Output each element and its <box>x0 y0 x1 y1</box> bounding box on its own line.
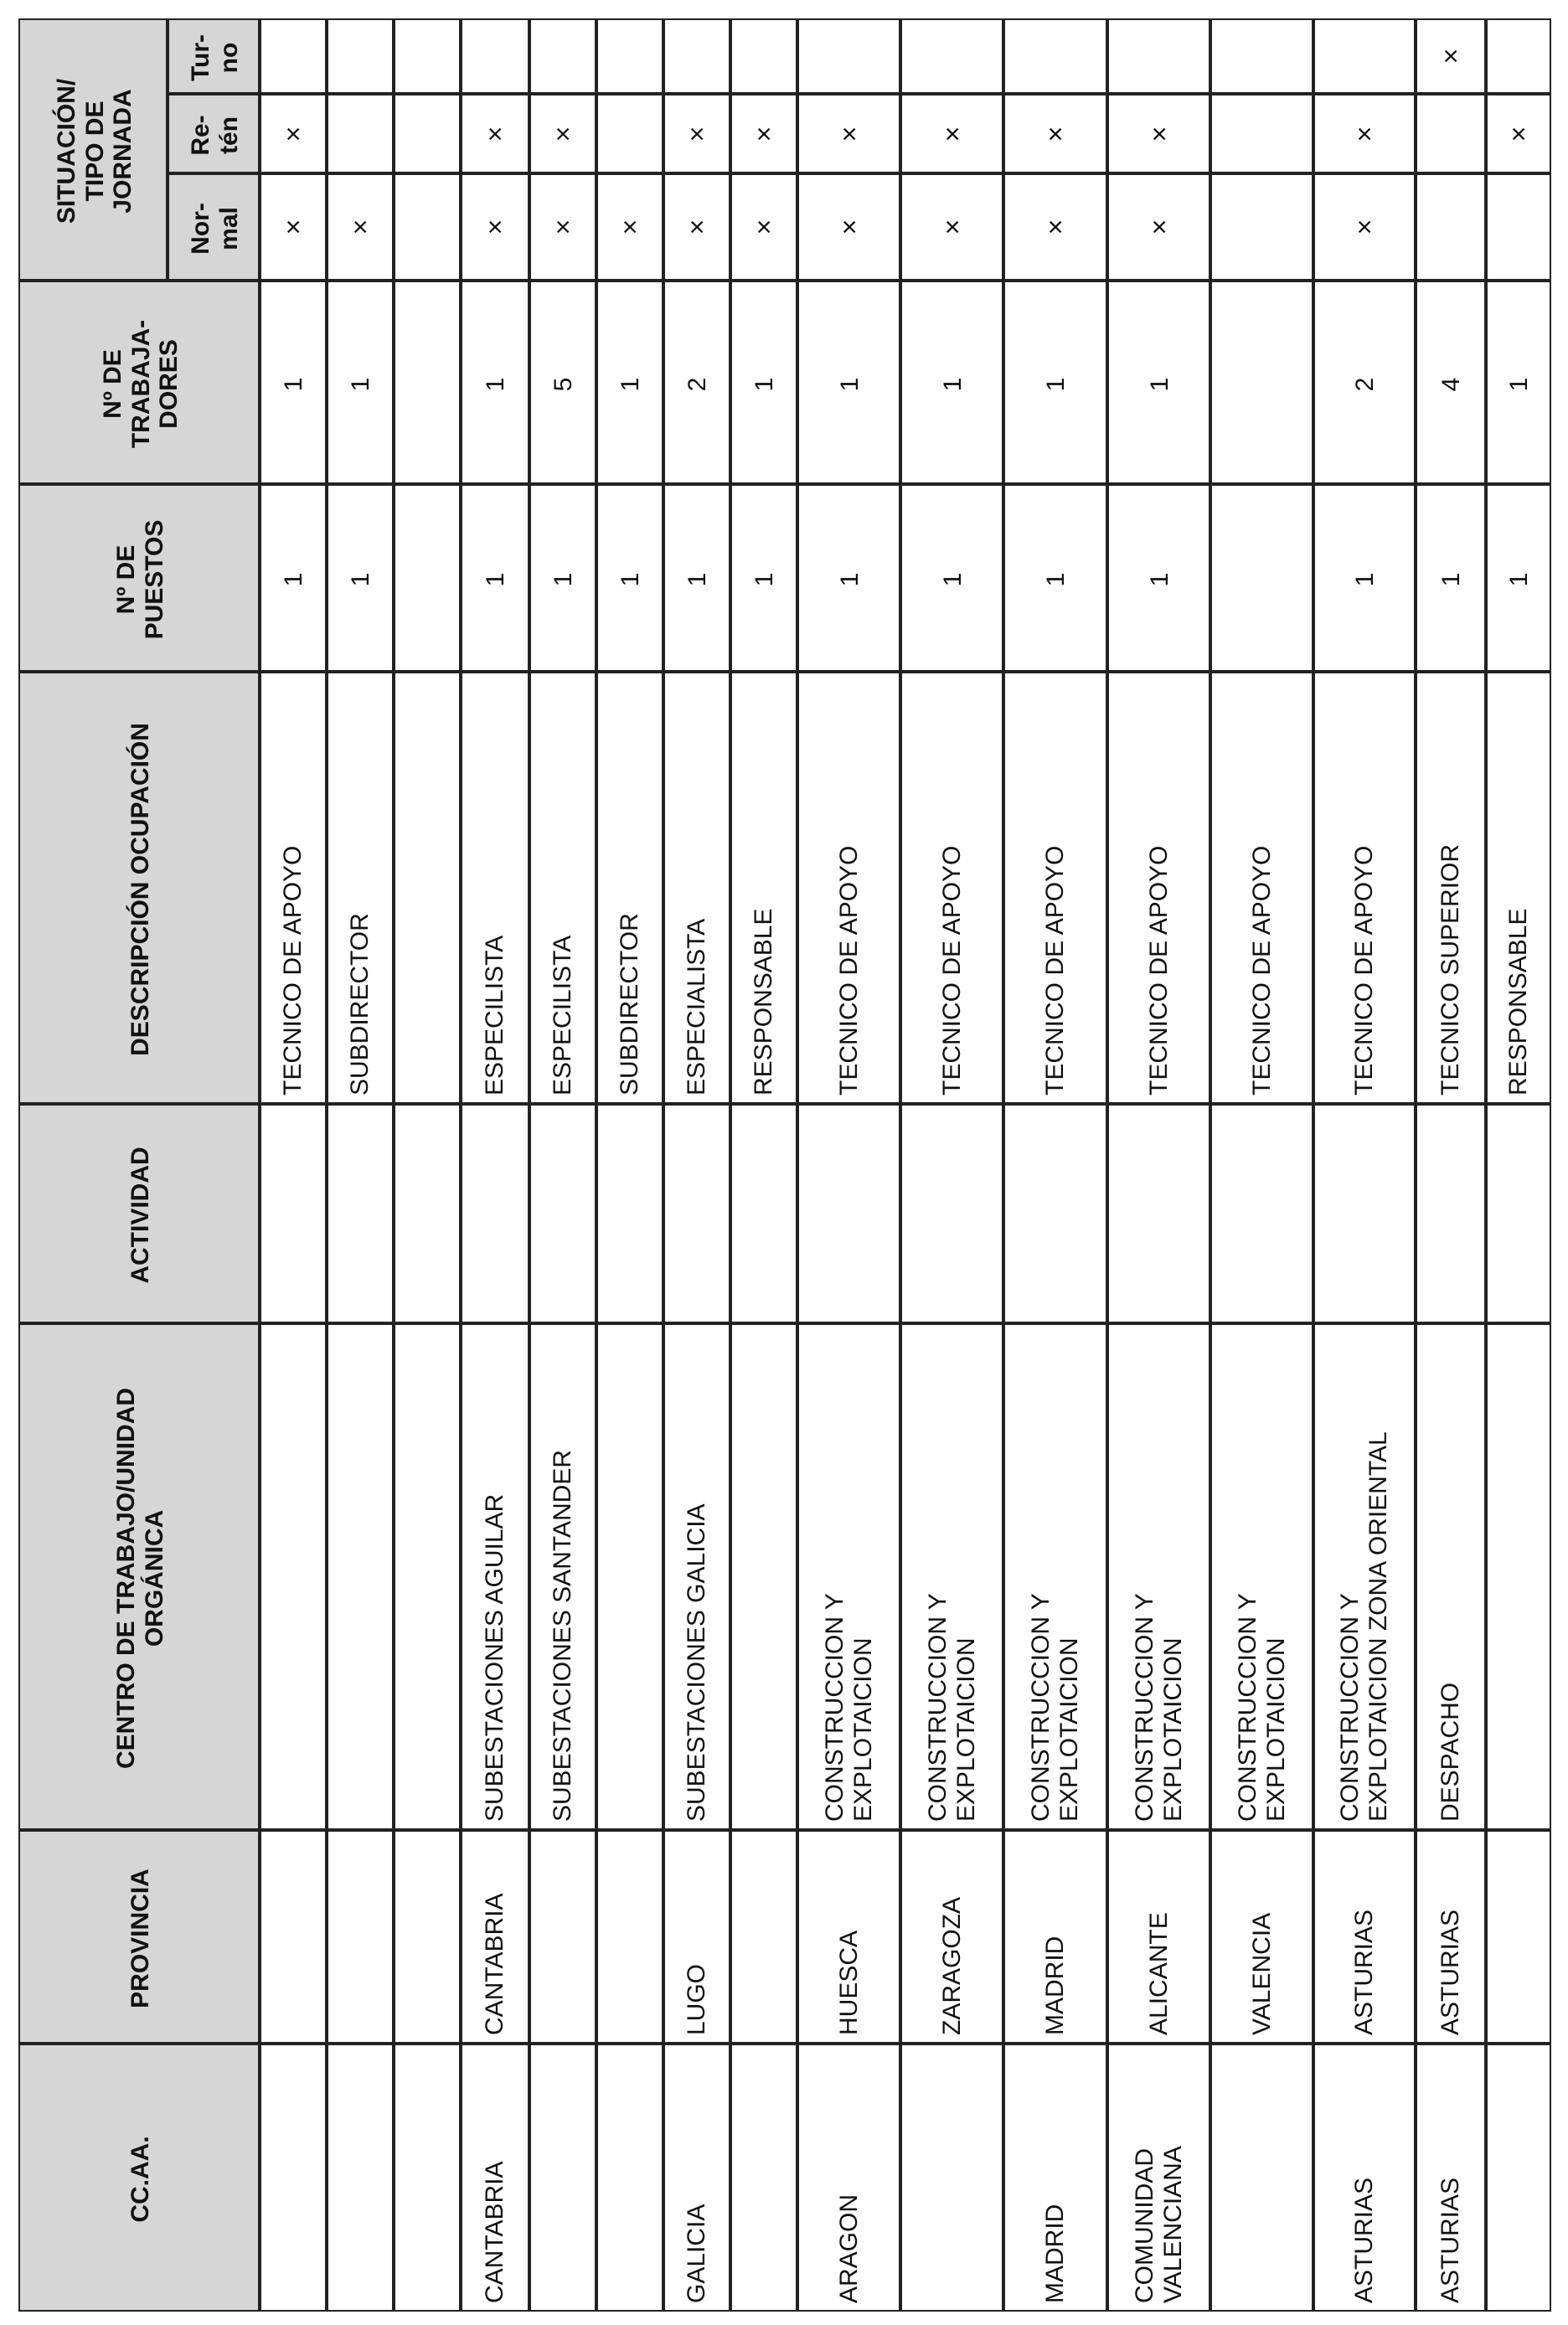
cell-actividad <box>529 1104 596 1323</box>
cell-text: TECNICO DE APOYO <box>279 845 307 1095</box>
cell-centro <box>1416 1323 1486 1830</box>
cell-descripcion <box>797 672 900 1104</box>
cell-text: TECNICO DE APOYO <box>937 845 966 1095</box>
cell-provincia <box>394 1830 461 2044</box>
cell-text: Nº DE PUESTOS <box>112 519 168 640</box>
cell-centro <box>394 1323 461 1830</box>
cell-actividad <box>663 1104 730 1323</box>
cell-text: DESCRIPCIÓN OCUPACIÓN <box>126 723 155 1056</box>
cell-ccaa <box>730 2044 797 2312</box>
x-mark: × <box>615 219 645 235</box>
cell-centro <box>1486 1323 1551 1830</box>
cell-text: LUGO <box>683 1963 711 2035</box>
cell-normal <box>730 173 797 281</box>
cell-turno <box>730 18 797 94</box>
cell-text: ACTIVIDAD <box>126 1147 155 1284</box>
cell-reten <box>900 94 1003 173</box>
cell-puestos <box>1210 484 1313 672</box>
cell-ccaa <box>1210 2044 1313 2312</box>
cell-text: TECNICO DE APOYO <box>1350 845 1379 1095</box>
cell-text: MADRID <box>1041 1936 1070 2035</box>
cell-normal <box>900 173 1003 281</box>
cell-reten <box>394 94 461 173</box>
cell-ccaa <box>596 2044 663 2312</box>
cell-puestos <box>327 484 394 672</box>
cell-number: 1 <box>280 377 307 391</box>
cell-descripcion <box>596 672 663 1104</box>
cell-text: ASTURIAS <box>1436 2177 1465 2303</box>
header-reten <box>168 94 260 173</box>
cell-turno <box>1416 18 1486 94</box>
cell-turno <box>596 18 663 94</box>
x-mark: × <box>1349 126 1380 142</box>
cell-text: CONSTRUCCION Y EXPLOTAICION ZONA ORIENTAL <box>1336 1431 1392 1822</box>
cell-number: 1 <box>280 572 307 587</box>
x-mark: × <box>1349 219 1380 235</box>
x-mark: × <box>1040 219 1070 235</box>
cell-turno <box>529 18 596 94</box>
cell-ccaa <box>529 2044 596 2312</box>
cell-centro <box>327 1323 394 1830</box>
cell-text: CONSTRUCCION Y EXPLOTAICION <box>1027 1593 1083 1822</box>
cell-puestos <box>900 484 1003 672</box>
cell-trabajadores <box>461 281 529 484</box>
cell-normal <box>1003 173 1107 281</box>
cell-text: CONSTRUCCION Y EXPLOTAICION <box>1130 1593 1187 1822</box>
cell-text: CENTRO DE TRABAJO/UNIDAD ORGÁNICA <box>112 1388 168 1770</box>
cell-turno <box>461 18 529 94</box>
header-centro <box>18 1323 260 1830</box>
cell-puestos <box>1486 484 1551 672</box>
cell-ccaa <box>900 2044 1003 2312</box>
x-mark: × <box>1143 219 1174 235</box>
x-mark: × <box>548 219 578 235</box>
cell-puestos <box>1107 484 1210 672</box>
cell-descripcion <box>1416 672 1486 1104</box>
cell-trabajadores <box>1486 281 1551 484</box>
cell-reten <box>1416 94 1486 173</box>
x-mark: × <box>480 126 510 142</box>
cell-reten <box>663 94 730 173</box>
cell-text: SITUACIÓN/ TIPO DE JORNADA <box>52 78 137 224</box>
header-actividad <box>18 1104 260 1323</box>
cell-number: 1 <box>1505 572 1533 587</box>
cell-number: 2 <box>1351 377 1379 391</box>
cell-number: 1 <box>347 572 374 587</box>
cell-actividad <box>730 1104 797 1323</box>
x-mark: × <box>936 219 967 235</box>
cell-provincia <box>730 1830 797 2044</box>
cell-turno <box>1210 18 1313 94</box>
cell-text: ZARAGOZA <box>937 1896 966 2035</box>
cell-trabajadores <box>260 281 327 484</box>
cell-normal <box>596 173 663 281</box>
cell-number: 1 <box>1145 377 1173 391</box>
cell-text: TECNICO SUPERIOR <box>1436 843 1465 1095</box>
header-normal <box>168 173 260 281</box>
cell-number: 4 <box>1437 377 1465 391</box>
cell-text: ASTURIAS <box>1350 2177 1379 2303</box>
cell-actividad <box>327 1104 394 1323</box>
cell-trabajadores <box>663 281 730 484</box>
cell-number: 1 <box>347 377 374 391</box>
cell-normal <box>797 173 900 281</box>
cell-actividad <box>1210 1104 1313 1323</box>
cell-trabajadores <box>797 281 900 484</box>
cell-text: CONSTRUCCION Y EXPLOTAICION <box>923 1593 980 1822</box>
cell-descripcion <box>327 672 394 1104</box>
cell-text: ESPECILISTA <box>481 935 509 1095</box>
cell-actividad <box>1003 1104 1107 1323</box>
cell-text: CONSTRUCCION Y EXPLOTAICION <box>1233 1593 1290 1822</box>
cell-reten <box>730 94 797 173</box>
cell-text: ASTURIAS <box>1436 1909 1465 2035</box>
cell-normal <box>1107 173 1210 281</box>
cell-normal <box>1486 173 1551 281</box>
cell-centro <box>596 1323 663 1830</box>
cell-trabajadores <box>596 281 663 484</box>
cell-normal <box>394 173 461 281</box>
x-mark: × <box>278 219 308 235</box>
cell-descripcion <box>730 672 797 1104</box>
header-ccaa <box>18 2044 260 2312</box>
cell-provincia <box>1416 1830 1486 2044</box>
header-turno <box>168 18 260 94</box>
cell-ccaa <box>327 2044 394 2312</box>
cell-text: Nor- mal <box>187 203 243 255</box>
cell-centro <box>260 1323 327 1830</box>
cell-text: Re- tén <box>187 115 243 156</box>
x-mark: × <box>480 219 510 235</box>
x-mark: × <box>682 219 712 235</box>
cell-centro <box>1107 1323 1210 1830</box>
cell-text: ARAGON <box>834 2194 863 2303</box>
cell-descripcion <box>260 672 327 1104</box>
cell-puestos <box>394 484 461 672</box>
cell-puestos <box>797 484 900 672</box>
cell-turno <box>797 18 900 94</box>
cell-puestos <box>1416 484 1486 672</box>
cell-puestos <box>461 484 529 672</box>
cell-text: SUBDIRECTOR <box>346 913 374 1095</box>
cell-descripcion <box>1486 672 1551 1104</box>
cell-number: 1 <box>616 377 644 391</box>
x-mark: × <box>548 126 578 142</box>
cell-actividad <box>461 1104 529 1323</box>
cell-puestos <box>596 484 663 672</box>
cell-number: 1 <box>938 377 967 391</box>
cell-reten <box>529 94 596 173</box>
x-mark: × <box>345 219 375 235</box>
cell-provincia <box>900 1830 1003 2044</box>
cell-actividad <box>1416 1104 1486 1323</box>
cell-ccaa <box>1107 2044 1210 2312</box>
cell-ccaa <box>1313 2044 1416 2312</box>
header-provincia <box>18 1830 260 2044</box>
x-mark: × <box>833 126 864 142</box>
cell-provincia <box>1003 1830 1107 2044</box>
cell-puestos <box>1313 484 1416 672</box>
cell-descripcion <box>529 672 596 1104</box>
cell-centro <box>529 1323 596 1830</box>
cell-text: VALENCIA <box>1247 1912 1276 2035</box>
cell-reten <box>461 94 529 173</box>
cell-ccaa <box>1486 2044 1551 2312</box>
header-trabajadores <box>18 281 260 484</box>
cell-trabajadores <box>327 281 394 484</box>
cell-turno <box>1313 18 1416 94</box>
cell-text: MADRID <box>1041 2204 1070 2303</box>
x-mark: × <box>1040 126 1070 142</box>
cell-text: CANTABRIA <box>481 2161 509 2303</box>
cell-turno <box>394 18 461 94</box>
cell-trabajadores <box>1210 281 1313 484</box>
cell-ccaa <box>797 2044 900 2312</box>
cell-turno <box>900 18 1003 94</box>
cell-ccaa <box>1416 2044 1486 2312</box>
cell-number: 1 <box>1042 572 1070 587</box>
cell-puestos <box>663 484 730 672</box>
x-mark: × <box>1436 48 1466 64</box>
cell-provincia <box>461 1830 529 2044</box>
cell-number: 1 <box>1351 572 1379 587</box>
cell-reten <box>1486 94 1551 173</box>
x-mark: × <box>936 126 967 142</box>
cell-text: Nº DE TRABAJA- DORES <box>98 319 183 449</box>
cell-trabajadores <box>1313 281 1416 484</box>
cell-reten <box>1003 94 1107 173</box>
cell-text: RESPONSABLE <box>750 908 778 1095</box>
cell-text: TECNICO DE APOYO <box>1247 845 1276 1095</box>
cell-actividad <box>394 1104 461 1323</box>
cell-number: 1 <box>482 572 509 587</box>
cell-actividad <box>900 1104 1003 1323</box>
cell-descripcion <box>461 672 529 1104</box>
cell-provincia <box>1210 1830 1313 2044</box>
cell-number: 1 <box>750 377 778 391</box>
cell-text: ALICANTE <box>1144 1912 1173 2035</box>
cell-provincia <box>1313 1830 1416 2044</box>
cell-text: COMUNIDAD VALENCIANA <box>1130 2146 1187 2303</box>
cell-centro <box>663 1323 730 1830</box>
cell-reten <box>327 94 394 173</box>
cell-ccaa <box>260 2044 327 2312</box>
cell-text: DESPACHO <box>1436 1682 1465 1822</box>
cell-text: Tur- no <box>187 34 243 82</box>
cell-trabajadores <box>1107 281 1210 484</box>
cell-text: SUBESTACIONES GALICIA <box>683 1503 711 1822</box>
cell-number: 5 <box>549 377 577 391</box>
cell-text: ESPECILISTA <box>549 935 577 1095</box>
cell-text: HUESCA <box>834 1930 863 2035</box>
cell-centro <box>900 1323 1003 1830</box>
cell-number: 1 <box>1505 377 1533 391</box>
cell-number: 1 <box>750 572 778 587</box>
cell-reten <box>1210 94 1313 173</box>
cell-turno <box>1003 18 1107 94</box>
cell-provincia <box>327 1830 394 2044</box>
cell-reten <box>1107 94 1210 173</box>
cell-normal <box>461 173 529 281</box>
cell-turno <box>260 18 327 94</box>
cell-ccaa <box>394 2044 461 2312</box>
cell-text: CC.AA. <box>126 2136 155 2223</box>
cell-trabajadores <box>900 281 1003 484</box>
cell-text: TECNICO DE APOYO <box>1041 845 1070 1095</box>
cell-turno <box>1486 18 1551 94</box>
cell-text: ASTURIAS <box>1350 1909 1379 2035</box>
cell-descripcion <box>900 672 1003 1104</box>
cell-ccaa <box>663 2044 730 2312</box>
cell-number: 1 <box>1042 377 1070 391</box>
cell-actividad <box>260 1104 327 1323</box>
cell-puestos <box>529 484 596 672</box>
cell-text: SUBDIRECTOR <box>616 913 644 1095</box>
cell-normal <box>1313 173 1416 281</box>
cell-provincia <box>529 1830 596 2044</box>
x-mark: × <box>1143 126 1174 142</box>
cell-turno <box>663 18 730 94</box>
cell-normal <box>327 173 394 281</box>
cell-provincia <box>1107 1830 1210 2044</box>
cell-normal <box>1210 173 1313 281</box>
x-mark: × <box>278 126 308 142</box>
cell-number: 1 <box>616 572 644 587</box>
cell-text: GALICIA <box>683 2204 711 2303</box>
cell-descripcion <box>1210 672 1313 1104</box>
x-mark: × <box>682 126 712 142</box>
cell-number: 2 <box>683 377 711 391</box>
cell-number: 1 <box>482 377 509 391</box>
cell-centro <box>1313 1323 1416 1830</box>
cell-ccaa <box>1003 2044 1107 2312</box>
x-mark: × <box>833 219 864 235</box>
cell-provincia <box>260 1830 327 2044</box>
cell-centro <box>730 1323 797 1830</box>
cell-trabajadores <box>529 281 596 484</box>
cell-number: 1 <box>835 377 864 391</box>
x-mark: × <box>1504 126 1534 142</box>
cell-text: TECNICO DE APOYO <box>834 845 863 1095</box>
cell-text: TECNICO DE APOYO <box>1144 845 1173 1095</box>
cell-centro <box>1210 1323 1313 1830</box>
cell-normal <box>663 173 730 281</box>
cell-actividad <box>1486 1104 1551 1323</box>
cell-trabajadores <box>730 281 797 484</box>
cell-actividad <box>797 1104 900 1323</box>
cell-normal <box>529 173 596 281</box>
header-situacion <box>18 18 168 281</box>
cell-actividad <box>1107 1104 1210 1323</box>
cell-descripcion <box>663 672 730 1104</box>
cell-reten <box>260 94 327 173</box>
cell-reten <box>1313 94 1416 173</box>
cell-provincia <box>663 1830 730 2044</box>
cell-descripcion <box>394 672 461 1104</box>
cell-text: CONSTRUCCION Y EXPLOTAICION <box>820 1593 877 1822</box>
cell-number: 1 <box>683 572 711 587</box>
cell-puestos <box>1003 484 1107 672</box>
cell-number: 1 <box>1145 572 1173 587</box>
cell-number: 1 <box>1437 572 1465 587</box>
cell-text: PROVINCIA <box>126 1869 155 2008</box>
cell-centro <box>797 1323 900 1830</box>
cell-centro <box>461 1323 529 1830</box>
cell-puestos <box>260 484 327 672</box>
cell-descripcion <box>1107 672 1210 1104</box>
cell-ccaa <box>461 2044 529 2312</box>
header-descripcion <box>18 672 260 1104</box>
cell-actividad <box>1313 1104 1416 1323</box>
cell-provincia <box>797 1830 900 2044</box>
cell-trabajadores <box>1003 281 1107 484</box>
cell-number: 1 <box>835 572 864 587</box>
cell-descripcion <box>1003 672 1107 1104</box>
cell-reten <box>596 94 663 173</box>
cell-text: CANTABRIA <box>481 1893 509 2035</box>
x-mark: × <box>749 126 779 142</box>
cell-normal <box>260 173 327 281</box>
cell-text: SUBESTACIONES SANTANDER <box>549 1450 577 1822</box>
cell-provincia <box>1486 1830 1551 2044</box>
cell-provincia <box>596 1830 663 2044</box>
cell-puestos <box>730 484 797 672</box>
cell-actividad <box>596 1104 663 1323</box>
cell-text: SUBESTACIONES AGUILAR <box>481 1493 509 1822</box>
cell-text: ESPECIALISTA <box>683 918 711 1095</box>
cell-number: 1 <box>938 572 967 587</box>
cell-turno <box>1107 18 1210 94</box>
cell-turno <box>327 18 394 94</box>
cell-number: 1 <box>549 572 577 587</box>
x-mark: × <box>749 219 779 235</box>
header-puestos <box>18 484 260 672</box>
cell-reten <box>797 94 900 173</box>
cell-centro <box>1003 1323 1107 1830</box>
cell-descripcion <box>1313 672 1416 1104</box>
cell-trabajadores <box>1416 281 1486 484</box>
cell-trabajadores <box>394 281 461 484</box>
cell-normal <box>1416 173 1486 281</box>
cell-text: RESPONSABLE <box>1504 908 1533 1095</box>
